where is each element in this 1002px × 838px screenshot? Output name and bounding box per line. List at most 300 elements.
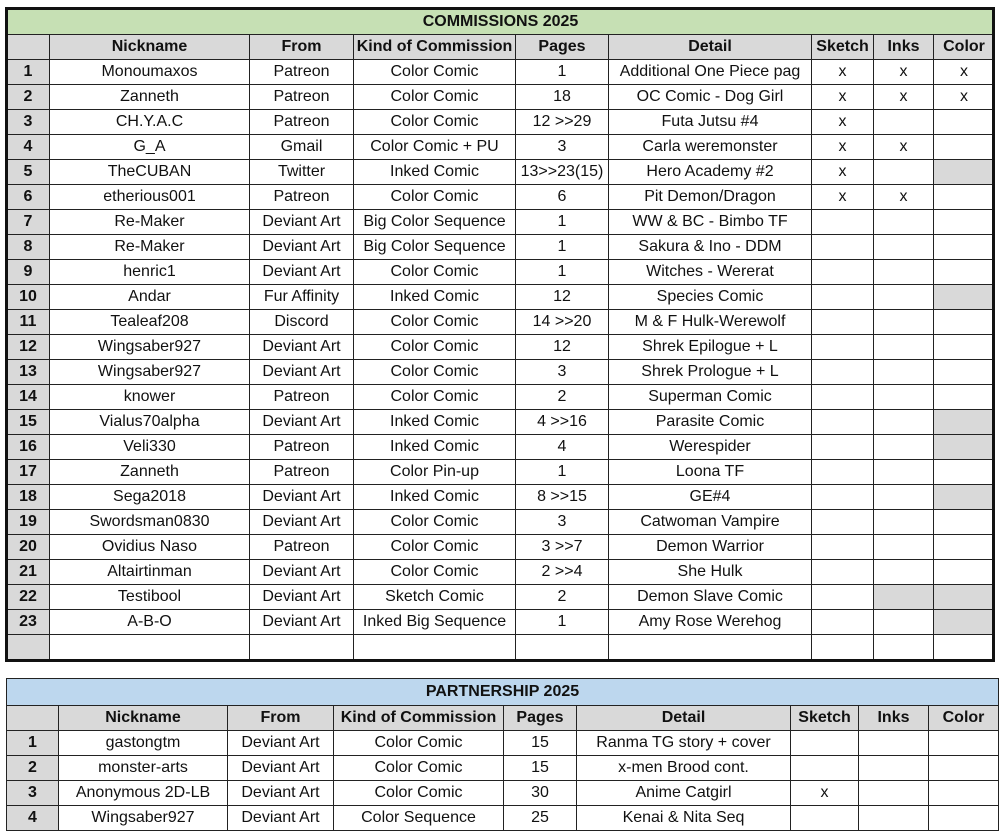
cell-detail: Species Comic (609, 285, 812, 310)
cell-sketch (812, 485, 874, 510)
cell-from: Deviant Art (250, 585, 354, 610)
cell-color (929, 756, 999, 781)
cell-inks (859, 806, 929, 831)
table-row (7, 806, 999, 831)
cell-from: Deviant Art (250, 610, 354, 635)
cell-pages: 4 >>16 (516, 410, 609, 435)
table-row (7, 110, 995, 135)
cell-detail: Anime Catgirl (577, 781, 791, 806)
cell-kind-of-commission: Color Comic (354, 535, 516, 560)
cell-sketch (812, 260, 874, 285)
cell-sketch: x (812, 60, 874, 85)
table-row (7, 185, 995, 210)
table-row (7, 310, 995, 335)
cell-sketch (812, 560, 874, 585)
header-color: Color (929, 706, 999, 731)
cell-from: Twitter (250, 160, 354, 185)
cell-sketch (812, 310, 874, 335)
table-row (7, 610, 995, 635)
table-row (7, 235, 995, 260)
cell-detail: Loona TF (609, 460, 812, 485)
cell-sketch (791, 756, 859, 781)
table-row (7, 260, 995, 285)
cell-inks (874, 435, 934, 460)
cell-nickname: Wingsaber927 (50, 360, 250, 385)
cell-row-number: 3 (7, 110, 50, 135)
table-row (7, 731, 999, 756)
cell-nickname: Vialus70alpha (50, 410, 250, 435)
table-row (7, 535, 995, 560)
cell-color (934, 560, 995, 585)
cell-nickname: Wingsaber927 (50, 335, 250, 360)
cell-detail: Witches - Wererat (609, 260, 812, 285)
cell-sketch (812, 385, 874, 410)
cell-sketch (812, 410, 874, 435)
header-sketch: Sketch (812, 35, 874, 60)
cell-pages: 25 (504, 806, 577, 831)
header-nickname: Nickname (59, 706, 228, 731)
cell-inks: x (874, 60, 934, 85)
cell-from: Deviant Art (228, 806, 334, 831)
cell-row-number: 13 (7, 360, 50, 385)
cell-kind-of-commission: Color Comic (334, 756, 504, 781)
cell-row-number: 6 (7, 185, 50, 210)
header-color: Color (934, 35, 995, 60)
cell-sketch: x (812, 85, 874, 110)
cell-kind-of-commission: Color Comic (354, 85, 516, 110)
cell-pages: 1 (516, 260, 609, 285)
cell-pages: 8 >>15 (516, 485, 609, 510)
cell-detail: Parasite Comic (609, 410, 812, 435)
cell-kind-of-commission: Inked Comic (354, 435, 516, 460)
cell-detail: Shrek Epilogue + L (609, 335, 812, 360)
table-row (7, 485, 995, 510)
cell-sketch (812, 235, 874, 260)
cell-from: Discord (250, 310, 354, 335)
cell-nickname (50, 635, 250, 660)
cell-nickname: A-B-O (50, 610, 250, 635)
table-row (7, 285, 995, 310)
cell-sketch (812, 210, 874, 235)
cell-from: Patreon (250, 460, 354, 485)
cell-pages: 30 (504, 781, 577, 806)
cell-sketch: x (812, 110, 874, 135)
header-kind-of-commission: Kind of Commission (334, 706, 504, 731)
commissions-table (6, 8, 995, 660)
cell-sketch (812, 435, 874, 460)
cell-row-number: 20 (7, 535, 50, 560)
cell-row-number: 17 (7, 460, 50, 485)
cell-row-number: 21 (7, 560, 50, 585)
cell-detail: Demon Warrior (609, 535, 812, 560)
cell-color: x (934, 60, 995, 85)
cell-sketch (791, 806, 859, 831)
cell-from: Deviant Art (250, 510, 354, 535)
cell-from (250, 635, 354, 660)
table-row (7, 335, 995, 360)
table-row (7, 85, 995, 110)
cell-color (934, 510, 995, 535)
cell-kind-of-commission: Color Comic (354, 310, 516, 335)
cell-color (934, 160, 995, 185)
partnership-body (7, 731, 999, 831)
cell-kind-of-commission: Big Color Sequence (354, 210, 516, 235)
cell-pages: 1 (516, 210, 609, 235)
cell-nickname: etherious001 (50, 185, 250, 210)
cell-nickname: gastongtm (59, 731, 228, 756)
cell-pages: 1 (516, 60, 609, 85)
cell-color (934, 135, 995, 160)
cell-color (934, 435, 995, 460)
cell-detail: Catwoman Vampire (609, 510, 812, 535)
cell-color (929, 806, 999, 831)
cell-nickname: Wingsaber927 (59, 806, 228, 831)
cell-color (934, 410, 995, 435)
cell-from: Deviant Art (250, 235, 354, 260)
cell-kind-of-commission: Color Comic (354, 510, 516, 535)
header-pages: Pages (516, 35, 609, 60)
cell-from: Patreon (250, 85, 354, 110)
cell-row-number: 2 (7, 756, 59, 781)
cell-pages: 2 (516, 385, 609, 410)
cell-row-number: 9 (7, 260, 50, 285)
cell-inks (874, 410, 934, 435)
cell-nickname: Zanneth (50, 85, 250, 110)
cell-nickname: monster-arts (59, 756, 228, 781)
cell-inks (874, 510, 934, 535)
cell-row-number: 23 (7, 610, 50, 635)
cell-inks (874, 485, 934, 510)
cell-pages: 2 (516, 585, 609, 610)
cell-from: Deviant Art (250, 260, 354, 285)
header-detail: Detail (577, 706, 791, 731)
cell-inks (874, 385, 934, 410)
cell-sketch (812, 585, 874, 610)
cell-detail: Carla weremonster (609, 135, 812, 160)
cell-color (934, 110, 995, 135)
cell-detail: Futa Jutsu #4 (609, 110, 812, 135)
commissions-title: COMMISSIONS 2025 (7, 9, 995, 35)
cell-detail: Ranma TG story + cover (577, 731, 791, 756)
cell-sketch (812, 460, 874, 485)
cell-row-number: 3 (7, 781, 59, 806)
header-detail: Detail (609, 35, 812, 60)
cell-row-number: 2 (7, 85, 50, 110)
cell-inks: x (874, 185, 934, 210)
cell-color (934, 210, 995, 235)
cell-from: Deviant Art (228, 781, 334, 806)
cell-kind-of-commission: Color Comic (354, 560, 516, 585)
cell-inks (874, 335, 934, 360)
cell-pages: 6 (516, 185, 609, 210)
cell-detail: Amy Rose Werehog (609, 610, 812, 635)
table-row (7, 781, 999, 806)
cell-row-number: 10 (7, 285, 50, 310)
cell-color (934, 335, 995, 360)
cell-sketch (812, 335, 874, 360)
cell-color (934, 535, 995, 560)
cell-pages: 12 (516, 335, 609, 360)
cell-nickname: Altairtinman (50, 560, 250, 585)
table-row (7, 756, 999, 781)
cell-inks: x (874, 85, 934, 110)
cell-inks (859, 731, 929, 756)
cell-from: Deviant Art (250, 335, 354, 360)
cell-from: Gmail (250, 135, 354, 160)
cell-pages: 12 >>29 (516, 110, 609, 135)
cell-pages: 3 >>7 (516, 535, 609, 560)
header-nickname: Nickname (50, 35, 250, 60)
cell-nickname: Re-Maker (50, 210, 250, 235)
cell-row-number: 5 (7, 160, 50, 185)
cell-inks (874, 110, 934, 135)
cell-inks (874, 535, 934, 560)
cell-nickname: Sega2018 (50, 485, 250, 510)
cell-kind-of-commission: Color Comic (354, 110, 516, 135)
cell-detail: Superman Comic (609, 385, 812, 410)
cell-inks (874, 635, 934, 660)
cell-from: Deviant Art (228, 731, 334, 756)
cell-nickname: Monoumaxos (50, 60, 250, 85)
cell-row-number: 14 (7, 385, 50, 410)
cell-pages: 13>>23(15) (516, 160, 609, 185)
cell-row-number: 4 (7, 806, 59, 831)
cell-detail: Pit Demon/Dragon (609, 185, 812, 210)
cell-kind-of-commission: Color Comic (334, 731, 504, 756)
cell-pages: 4 (516, 435, 609, 460)
table-row (7, 635, 995, 660)
cell-color (929, 781, 999, 806)
partnership-table (6, 678, 999, 831)
header-from: From (250, 35, 354, 60)
cell-from: Patreon (250, 60, 354, 85)
cell-pages: 3 (516, 510, 609, 535)
cell-row-number: 4 (7, 135, 50, 160)
cell-sketch: x (812, 185, 874, 210)
cell-inks (874, 285, 934, 310)
header-inks: Inks (859, 706, 929, 731)
cell-detail: M & F Hulk-Werewolf (609, 310, 812, 335)
cell-nickname: Re-Maker (50, 235, 250, 260)
table-row (7, 435, 995, 460)
cell-row-number: 11 (7, 310, 50, 335)
cell-detail: Additional One Piece pag (609, 60, 812, 85)
cell-color (934, 635, 995, 660)
cell-color: x (934, 85, 995, 110)
cell-pages: 1 (516, 610, 609, 635)
cell-nickname: henric1 (50, 260, 250, 285)
cell-sketch (812, 285, 874, 310)
cell-row-number: 7 (7, 210, 50, 235)
cell-pages: 15 (504, 756, 577, 781)
cell-pages: 3 (516, 360, 609, 385)
cell-from: Fur Affinity (250, 285, 354, 310)
header-pages: Pages (504, 706, 577, 731)
cell-from: Patreon (250, 110, 354, 135)
cell-pages: 3 (516, 135, 609, 160)
header-from: From (228, 706, 334, 731)
cell-kind-of-commission: Big Color Sequence (354, 235, 516, 260)
cell-color (934, 360, 995, 385)
cell-from: Deviant Art (250, 210, 354, 235)
cell-from: Deviant Art (250, 485, 354, 510)
cell-nickname: Zanneth (50, 460, 250, 485)
cell-color (934, 485, 995, 510)
cell-kind-of-commission: Color Comic (354, 260, 516, 285)
cell-nickname: knower (50, 385, 250, 410)
cell-inks (874, 460, 934, 485)
cell-from: Patreon (250, 435, 354, 460)
cell-kind-of-commission: Color Comic (334, 781, 504, 806)
cell-detail: Hero Academy #2 (609, 160, 812, 185)
table-row (7, 160, 995, 185)
cell-kind-of-commission: Sketch Comic (354, 585, 516, 610)
cell-color (934, 285, 995, 310)
cell-row-number: 1 (7, 731, 59, 756)
cell-from: Patreon (250, 385, 354, 410)
cell-kind-of-commission: Color Comic (354, 60, 516, 85)
cell-pages: 1 (516, 235, 609, 260)
cell-sketch (812, 510, 874, 535)
header-row-number (7, 706, 59, 731)
cell-kind-of-commission: Color Comic (354, 385, 516, 410)
cell-pages: 18 (516, 85, 609, 110)
cell-row-number: 8 (7, 235, 50, 260)
cell-nickname: G_A (50, 135, 250, 160)
cell-color (929, 731, 999, 756)
cell-row-number: 18 (7, 485, 50, 510)
cell-color (934, 460, 995, 485)
cell-inks (859, 781, 929, 806)
cell-detail: WW & BC - Bimbo TF (609, 210, 812, 235)
cell-detail: Werespider (609, 435, 812, 460)
cell-inks (874, 235, 934, 260)
cell-from: Deviant Art (228, 756, 334, 781)
cell-detail: x-men Brood cont. (577, 756, 791, 781)
cell-kind-of-commission (354, 635, 516, 660)
table-row (7, 360, 995, 385)
header-sketch: Sketch (791, 706, 859, 731)
header-row-number (7, 35, 50, 60)
cell-inks (859, 756, 929, 781)
cell-pages: 12 (516, 285, 609, 310)
table-row (7, 460, 995, 485)
cell-kind-of-commission: Inked Comic (354, 285, 516, 310)
header-row (7, 35, 995, 60)
cell-pages: 15 (504, 731, 577, 756)
cell-inks (874, 610, 934, 635)
cell-kind-of-commission: Inked Comic (354, 160, 516, 185)
cell-color (934, 260, 995, 285)
cell-inks (874, 310, 934, 335)
cell-inks (874, 210, 934, 235)
cell-inks: x (874, 135, 934, 160)
cell-sketch (812, 535, 874, 560)
cell-from: Deviant Art (250, 560, 354, 585)
table-row (7, 560, 995, 585)
cell-row-number: 16 (7, 435, 50, 460)
cell-color (934, 585, 995, 610)
header-row (7, 706, 999, 731)
cell-sketch (791, 731, 859, 756)
cell-row-number: 1 (7, 60, 50, 85)
commissions-body (7, 60, 995, 660)
cell-sketch (812, 610, 874, 635)
cell-color (934, 610, 995, 635)
cell-nickname: Tealeaf208 (50, 310, 250, 335)
table-row (7, 60, 995, 85)
cell-detail: GE#4 (609, 485, 812, 510)
cell-kind-of-commission: Inked Big Sequence (354, 610, 516, 635)
partnership-title: PARTNERSHIP 2025 (7, 679, 999, 706)
table-row (7, 585, 995, 610)
table-row (7, 510, 995, 535)
cell-sketch: x (812, 160, 874, 185)
cell-color (934, 310, 995, 335)
cell-nickname: Testibool (50, 585, 250, 610)
cell-pages: 1 (516, 460, 609, 485)
cell-detail (609, 635, 812, 660)
cell-from: Deviant Art (250, 360, 354, 385)
cell-row-number (7, 635, 50, 660)
cell-from: Deviant Art (250, 410, 354, 435)
cell-kind-of-commission: Color Comic (354, 360, 516, 385)
cell-nickname: Ovidius Naso (50, 535, 250, 560)
cell-row-number: 15 (7, 410, 50, 435)
cell-detail: Demon Slave Comic (609, 585, 812, 610)
cell-kind-of-commission: Inked Comic (354, 485, 516, 510)
cell-row-number: 19 (7, 510, 50, 535)
cell-detail: Sakura & Ino - DDM (609, 235, 812, 260)
cell-row-number: 12 (7, 335, 50, 360)
cell-detail: Shrek Prologue + L (609, 360, 812, 385)
cell-nickname: Veli330 (50, 435, 250, 460)
cell-nickname: CH.Y.A.C (50, 110, 250, 135)
cell-inks (874, 160, 934, 185)
cell-color (934, 385, 995, 410)
cell-from: Patreon (250, 535, 354, 560)
cell-pages: 14 >>20 (516, 310, 609, 335)
cell-color (934, 185, 995, 210)
table-row (7, 410, 995, 435)
cell-color (934, 235, 995, 260)
cell-sketch (812, 635, 874, 660)
cell-detail: OC Comic - Dog Girl (609, 85, 812, 110)
cell-sketch: x (812, 135, 874, 160)
cell-inks (874, 260, 934, 285)
cell-nickname: Anonymous 2D-LB (59, 781, 228, 806)
cell-from: Patreon (250, 185, 354, 210)
table-row (7, 385, 995, 410)
cell-pages (516, 635, 609, 660)
cell-nickname: Swordsman0830 (50, 510, 250, 535)
cell-detail: She Hulk (609, 560, 812, 585)
cell-inks (874, 585, 934, 610)
cell-kind-of-commission: Color Sequence (334, 806, 504, 831)
header-inks: Inks (874, 35, 934, 60)
cell-nickname: Andar (50, 285, 250, 310)
cell-inks (874, 360, 934, 385)
cell-pages: 2 >>4 (516, 560, 609, 585)
cell-kind-of-commission: Color Comic + PU (354, 135, 516, 160)
cell-kind-of-commission: Color Comic (354, 185, 516, 210)
header-kind-of-commission: Kind of Commission (354, 35, 516, 60)
cell-kind-of-commission: Inked Comic (354, 410, 516, 435)
cell-nickname: TheCUBAN (50, 160, 250, 185)
cell-inks (874, 560, 934, 585)
table-row (7, 210, 995, 235)
cell-row-number: 22 (7, 585, 50, 610)
